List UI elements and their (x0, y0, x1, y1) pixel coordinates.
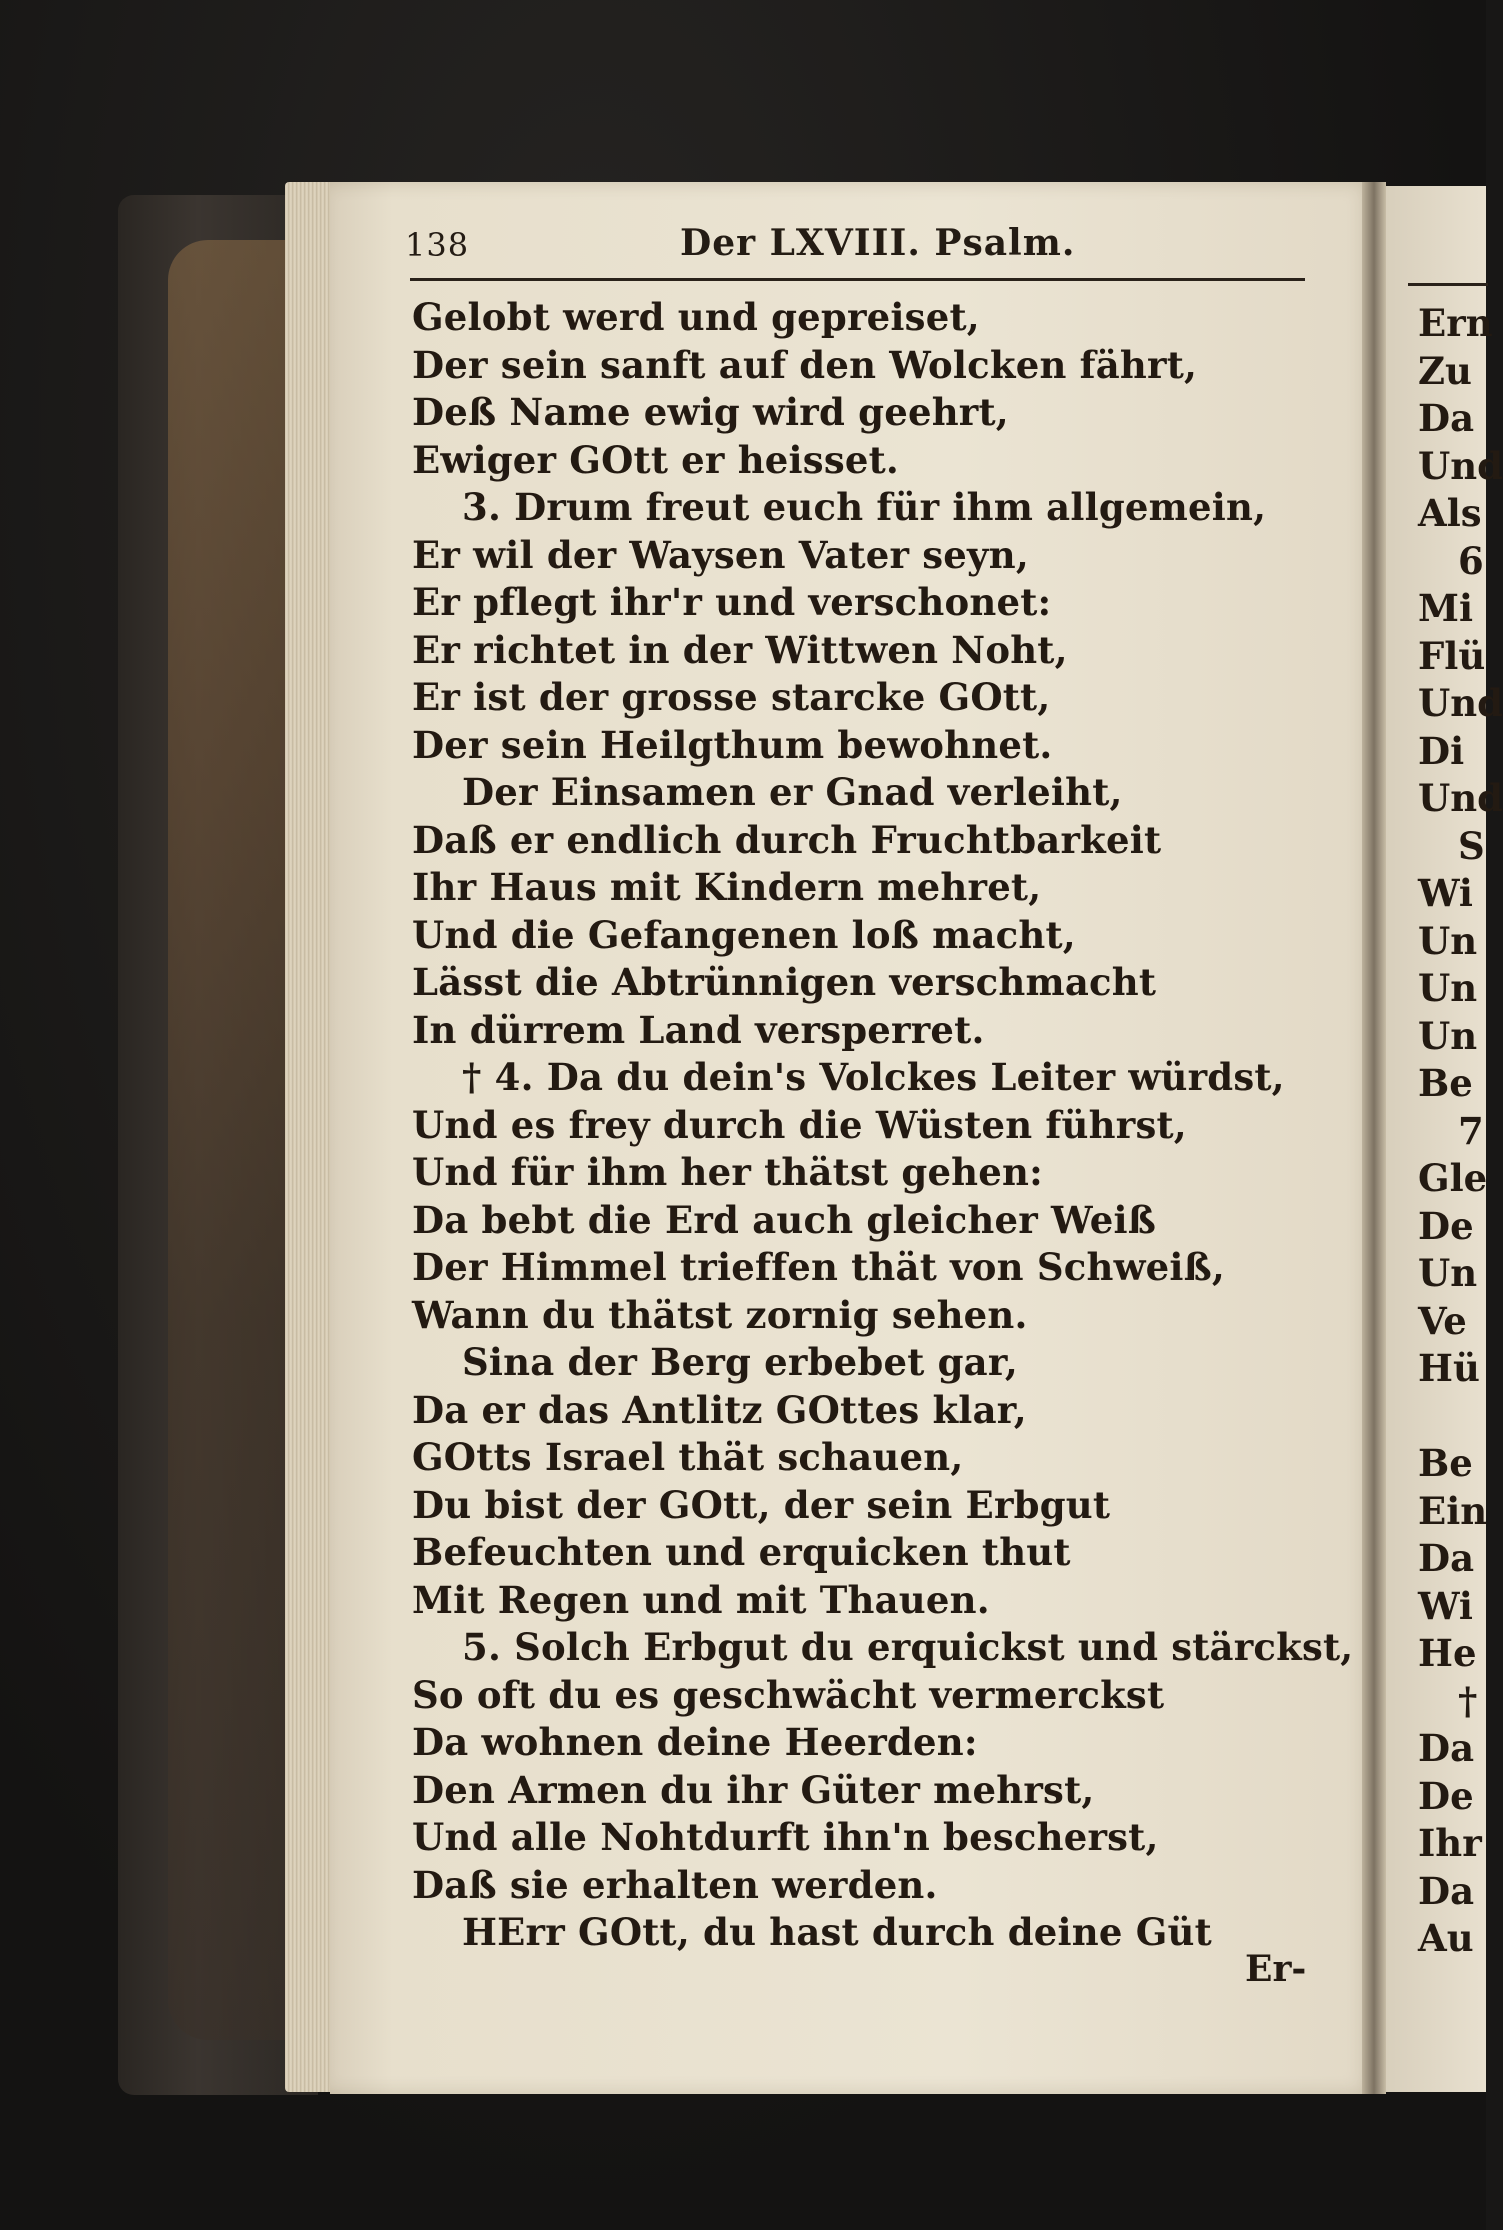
verse-line: So oft du es geschwächt vermerckst (412, 1672, 1165, 1717)
verse-line: Und alle Nohtdurft ihn'n bescherst, (412, 1815, 1159, 1859)
verse-line: Der Himmel trieffen thät von Schweiß, (412, 1245, 1226, 1289)
facing-header-rule (1408, 283, 1488, 286)
facing-line: Un (1418, 1251, 1478, 1295)
facing-line: Flü (1418, 633, 1486, 678)
verse-line: Und die Gefangenen loß macht, (412, 912, 1076, 957)
verse-line: 5. Solch Erbgut du erquickst und stärckst, (462, 1625, 1354, 1669)
verse-line: Er pflegt ihr'r und verschonet: (412, 580, 1052, 624)
verse-line: Da er das Antlitz GOttes klar, (412, 1387, 1027, 1432)
verse-line: Lässt die Abtrünnigen verschmacht (412, 960, 1157, 1004)
facing-line: Und (1418, 443, 1503, 488)
verse-line: † 4. Da du dein's Volckes Leiter würdst, (462, 1055, 1285, 1099)
facing-line: Wi (1418, 871, 1473, 915)
verse-line: Er ist der grosse starcke GOtt, (412, 675, 1051, 719)
header-rule (410, 278, 1305, 281)
facing-line: Wi (1418, 1583, 1473, 1628)
facing-line (1418, 1393, 1498, 1441)
facing-line: Au (1418, 1916, 1474, 1960)
verse-line: Daß er endlich durch Fruchtbarkeit (412, 817, 1162, 862)
verse-line: Wann du thätst zornig sehen. (412, 1292, 1028, 1337)
verse-line: Deß Name ewig wird geehrt, (412, 390, 1009, 434)
facing-line: Un (1418, 1013, 1478, 1058)
facing-line: Und (1418, 681, 1503, 725)
facing-line: † (1458, 1678, 1478, 1723)
verse-line: Er richtet in der Wittwen Noht, (412, 627, 1068, 672)
catchword: Er- (1245, 1948, 1307, 1990)
verse-line: Und es frey durch die Wüsten führst, (412, 1102, 1187, 1147)
verse-line: Du bist der GOtt, der sein Erbgut (412, 1482, 1111, 1527)
facing-line: S (1458, 823, 1485, 868)
page-number: 138 (405, 226, 470, 264)
verse-line: HErr GOtt, du hast durch deine Güt (462, 1910, 1212, 1954)
facing-line: Ein (1418, 1488, 1488, 1533)
verse-line: Ewiger GOtt er heisset. (412, 437, 899, 482)
verse-line: Sina der Berg erbebet gar, (462, 1340, 1018, 1384)
facing-line: Da (1418, 1868, 1475, 1913)
facing-line: De (1418, 1203, 1474, 1248)
verse-line: Da wohnen deine Heerden: (412, 1720, 978, 1764)
page-edges (285, 182, 335, 2092)
facing-line: Di (1418, 728, 1465, 773)
verse-line: Mit Regen und mit Thauen. (412, 1577, 990, 1622)
verse-line: GOtts Israel thät schauen, (412, 1435, 964, 1479)
verse-line: Da bebt die Erd auch gleicher Weiß (412, 1197, 1157, 1242)
facing-line: 6 (1458, 538, 1484, 583)
verse-line: Der Einsamen er Gnad verleiht, (462, 770, 1123, 814)
facing-line: Ern (1418, 301, 1493, 345)
facing-line: Hü (1418, 1346, 1480, 1390)
running-head: Der LXVIII. Psalm. (680, 222, 1076, 264)
facing-line: Da (1418, 1726, 1475, 1770)
facing-line: Be (1418, 1441, 1473, 1485)
facing-line: He (1418, 1631, 1477, 1675)
verse-line: Gelobt werd und gepreiset, (412, 295, 980, 339)
verse-line: Befeuchten und erquicken thut (412, 1530, 1071, 1574)
facing-line: Be (1418, 1061, 1473, 1105)
facing-line: Ihr (1418, 1821, 1482, 1865)
facing-line: Da (1418, 1536, 1475, 1580)
facing-line: Und (1418, 776, 1503, 820)
verse-line: Er wil der Waysen Vater seyn, (412, 532, 1029, 577)
facing-line: De (1418, 1773, 1474, 1818)
facing-line: Gle (1418, 1156, 1488, 1200)
verse-line: Daß sie erhalten werden. (412, 1862, 938, 1907)
facing-line: Ve (1418, 1298, 1467, 1343)
facing-line: Un (1418, 966, 1478, 1010)
verse-line: Den Armen du ihr Güter mehrst, (412, 1767, 1095, 1812)
facing-line: Un (1418, 918, 1478, 963)
verse-line: In dürrem Land versperret. (412, 1007, 985, 1052)
verse-line: Und für ihm her thätst gehen: (412, 1150, 1043, 1194)
facing-line: Mi (1418, 586, 1474, 630)
verse-line: 3. Drum freut euch für ihm allgemein, (462, 485, 1267, 529)
facing-page-text (1418, 300, 1503, 1963)
book-gutter (1362, 182, 1386, 2094)
verse-text (412, 294, 1354, 1957)
verse-line: Der sein Heilgthum bewohnet. (412, 722, 1053, 767)
verse-line: Ihr Haus mit Kindern mehret, (412, 865, 1042, 909)
facing-line: Zu (1418, 348, 1472, 393)
facing-line: Als (1418, 491, 1482, 535)
verse-line: Der sein sanft auf den Wolcken fährt, (412, 342, 1198, 387)
facing-line: Da (1418, 396, 1475, 440)
facing-line: 7 (1458, 1108, 1484, 1153)
